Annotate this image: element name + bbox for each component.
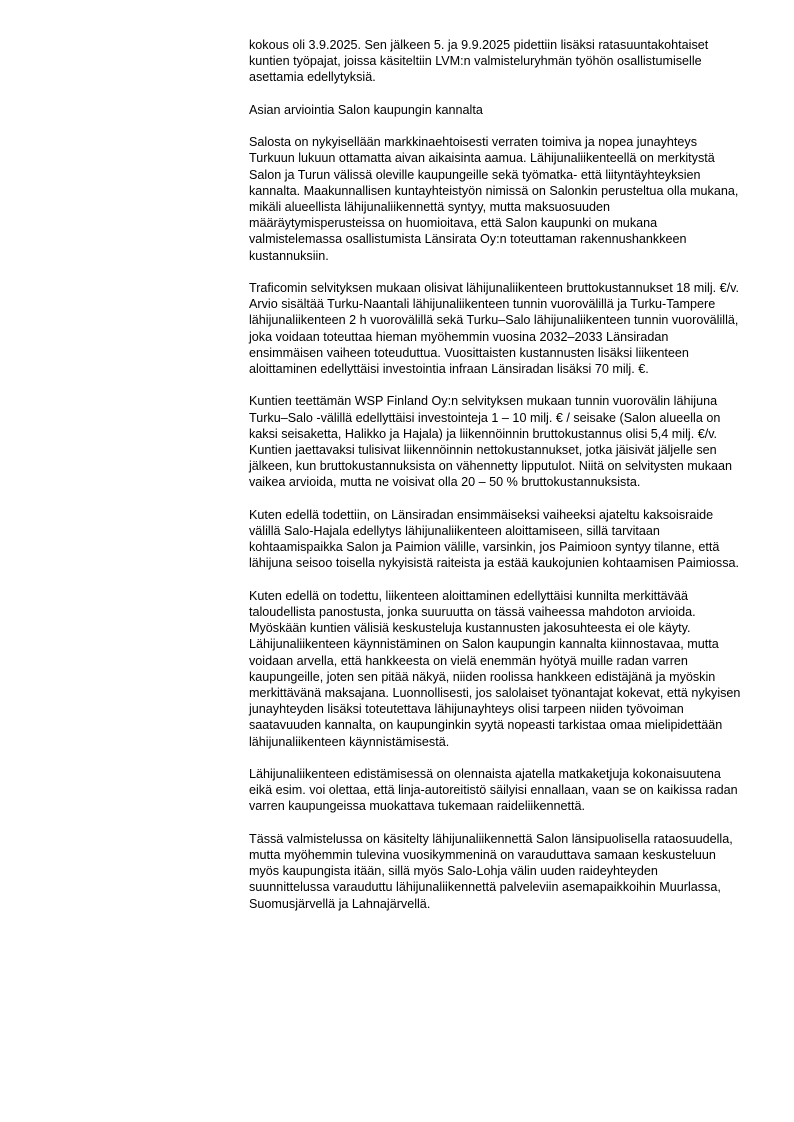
paragraph-meeting-continuation: kokous oli 3.9.2025. Sen jälkeen 5. ja 9.9.2025 pidettiin lisäksi ratasuuntakohtaiset kuntien työpajat, joissa käsiteltiin LVM:n valmisteluryhmän työhön osallistumiselle asettamia edellytyksiä. [249,38,709,85]
paragraph-travel-chains: Lähijunaliikenteen edistämisessä on olennaista ajatella matkaketjuja kokonaisuutena eikä esim. voi olettaa, että linja-autoreitistö säilyisi ennallaan, vaan se on kaikissa radan varren kaupungeissa muokattava tukemaan raideliikennettä. [249,767,738,814]
document-body [249,37,741,912]
paragraph-salo-connection: Salosta on nykyisellään markkinaehtoisesti verraten toimiva ja nopea junayhteys Turkuun lukuun ottamatta aivan aikaisinta aamua. Lähijunaliikenteellä on merkitystä Salon ja Turun välissä oleville kaupungeille sekä työmatka- että liityntäyhteyksien kannalta. Maakunnallisen kuntayhteistyön nimissä on Salonkin perusteltua olla mukana, mikäli alueellista lähijunaliikennettä syntyy, mutta maksuosuuden määräytymisperusteissa on huomioitava, että Salon kaupunki on mukana valmistelemassa osallistumista Länsirata Oy:n toteuttaman rakennushankkeen kustannuksiin. [249,135,739,263]
paragraph-traficom-study: Traficomin selvityksen mukaan olisivat lähijunaliikenteen bruttokustannukset 18 milj. €/v. Arvio sisältää Turku-Naantali lähijunaliikenteen tunnin vuorovälillä ja Turku-Tampere lähijunaliikenteen 2 h vuorovälillä sekä Turku–Salo lähijunaliikenteen tunnin vuorovälillä, joka voidaan toteuttaa hieman myöhemmin vuosina 2032–2033 Länsiradan ensimmäisen vaiheen toteuduttua. Vuosittaisten kustannusten lisäksi liikenteen aloittaminen edellyttäisi investointia infraan Länsiradan lisäksi 70 milj. €. [249,281,739,377]
paragraph-double-track: Kuten edellä todettiin, on Länsiradan ensimmäiseksi vaiheeksi ajateltu kaksoisraide välillä Salo-Hajala edellytys lähijunaliikenteen aloittamiseen, sillä tarvitaan kohtaamispaikka Salon ja Paimion välille, varsinkin, jos Paimioon syntyy tilanne, että lähijuna seisoo toisella nykyisistä raiteista ja estää kaukojunien kohtaamisen Paimiossa. [249,507,740,571]
paragraph-eastern-section: Tässä valmistelussa on käsitelty lähijunaliikennettä Salon länsipuolisella rataosuudella, mutta myöhemmin tulevina vuosikymmeninä on varauduttava samaan keskusteluun myös kaupungista itään, sillä myös Salo-Lohja välin uuden raideyhteyden suunnittelussa varauduttu lähijunaliikennettä palveleviin asemapaikkoihin Muurlassa, Suomusjärvellä ja Lahnajärvellä. [249,831,733,911]
section-heading-assessment: Asian arviointia Salon kaupungin kannalta [249,102,483,117]
paragraph-wsp-study: Kuntien teettämän WSP Finland Oy:n selvityksen mukaan tunnin vuorovälin lähijuna Turku–Salo -välillä edellyttäisi investointeja 1 – 10 milj. € / seisake (Salon alueella on kaksi seisaketta, Halikko ja Hajala) ja liikennöinnin bruttokustannus olisi 5,4 milj. €/v. Kuntien jaettavaksi tulisivat liikennöinnin nettokustannukset, jotka jäisivät jäljelle sen jälkeen, kun bruttokustannuksista on vähennetty lipputulot. Niitä on selvitysten mukaan vaikea arvioida, mutta ne voisivat olla 20 – 50 % bruttokustannuksista. [249,394,733,490]
paragraph-financial-commitment: Kuten edellä on todettu, liikenteen aloittaminen edellyttäisi kunnilta merkittävää taloudellista panostusta, jonka suuruutta on tässä vaiheessa mahdoton arvioida. Myöskään kuntien välisiä keskusteluja kustannusten jakosuhteesta ei ole käyty. Lähijunaliikenteen käynnistäminen on Salon kaupungin kannalta kiinnostavaa, mutta voidaan arvella, että hankkeesta on vielä enemmän hyötyä muille radan varren kaupungeille, joten sen pitää näkyä, niiden roolissa hankkeen edistäjänä ja myöskin merkittävänä maksajana. Luonnollisesti, jos salolaiset työnantajat kokevat, että nykyisen junayhteyden lisäksi toteutettava lähijunayhteys olisi tarpeen niiden työvoiman saatavuuden kannalta, on kaupunginkin syytä nopeasti tarkistaa omaa mielipidettään lähijunaliikenteen käynnistämisestä. [249,588,741,749]
